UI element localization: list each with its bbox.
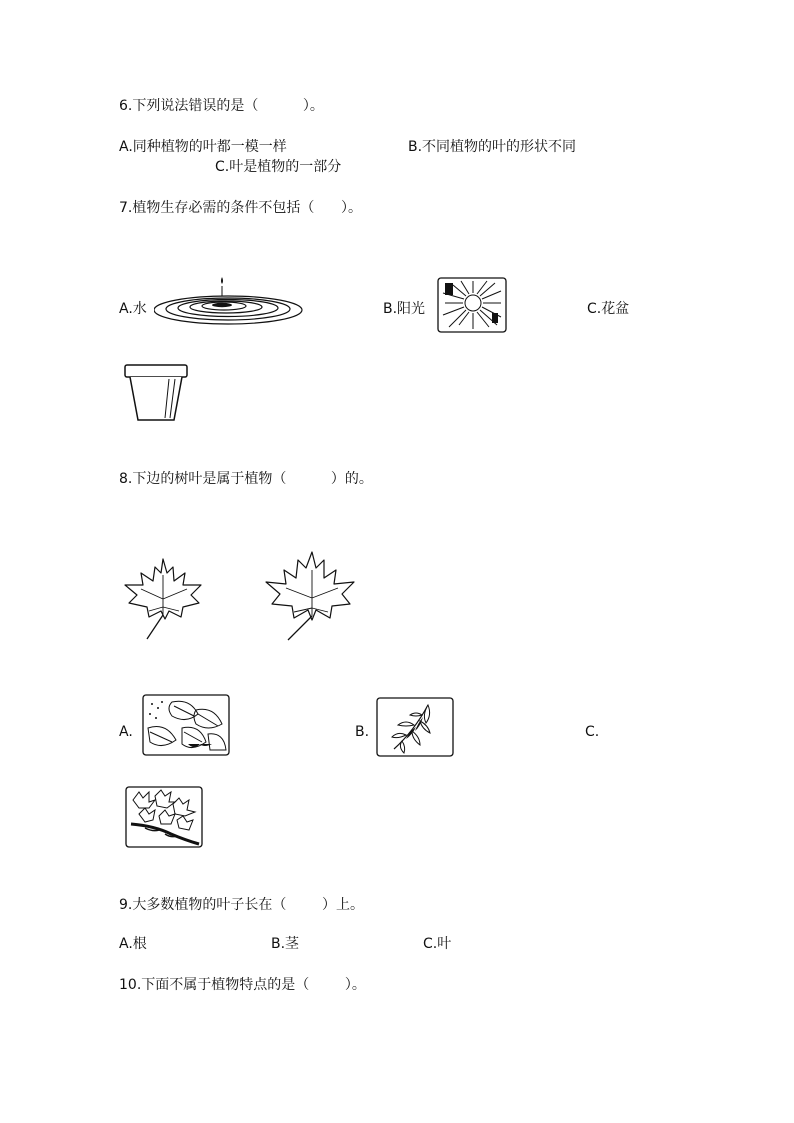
q6-option-b: B.不同植物的叶的形状不同 (408, 139, 577, 155)
q6-option-c: C.叶是植物的一部分 (215, 159, 342, 175)
q8-option-b: B. (355, 724, 370, 740)
q8-stem: 8.下边的树叶是属于植物（ ）的。 (119, 471, 373, 487)
q9-stem: 9.大多数植物的叶子长在（ ）上。 (119, 897, 364, 913)
sunlight-image (437, 277, 507, 333)
maple-leaf-image-1 (121, 555, 205, 641)
q10-stem: 10.下面不属于植物特点的是（ ）。 (119, 977, 366, 993)
q6-stem: 6.下列说法错误的是（ ）。 (119, 98, 324, 114)
q8-option-a-image (142, 694, 230, 756)
q7-option-c: C.花盆 (587, 301, 630, 317)
q9-option-b: B.茎 (271, 936, 300, 952)
flower-pot-image (123, 363, 189, 423)
q8-option-b-image (376, 697, 454, 757)
q8-option-a: A. (119, 724, 133, 740)
q9-option-a: A.根 (119, 936, 147, 952)
q9-option-c: C.叶 (423, 936, 452, 952)
q7-option-a: A.水 (119, 301, 147, 317)
q7-stem: 7.植物生存必需的条件不包括（ ）。 (119, 200, 363, 216)
q6-option-a: A.同种植物的叶都一模一样 (119, 139, 287, 155)
water-ripple-image (154, 272, 306, 326)
q7-option-b: B.阳光 (383, 301, 426, 317)
q8-option-c-image (125, 786, 203, 848)
maple-leaf-image-2 (264, 550, 356, 642)
q8-option-c: C. (585, 724, 600, 740)
